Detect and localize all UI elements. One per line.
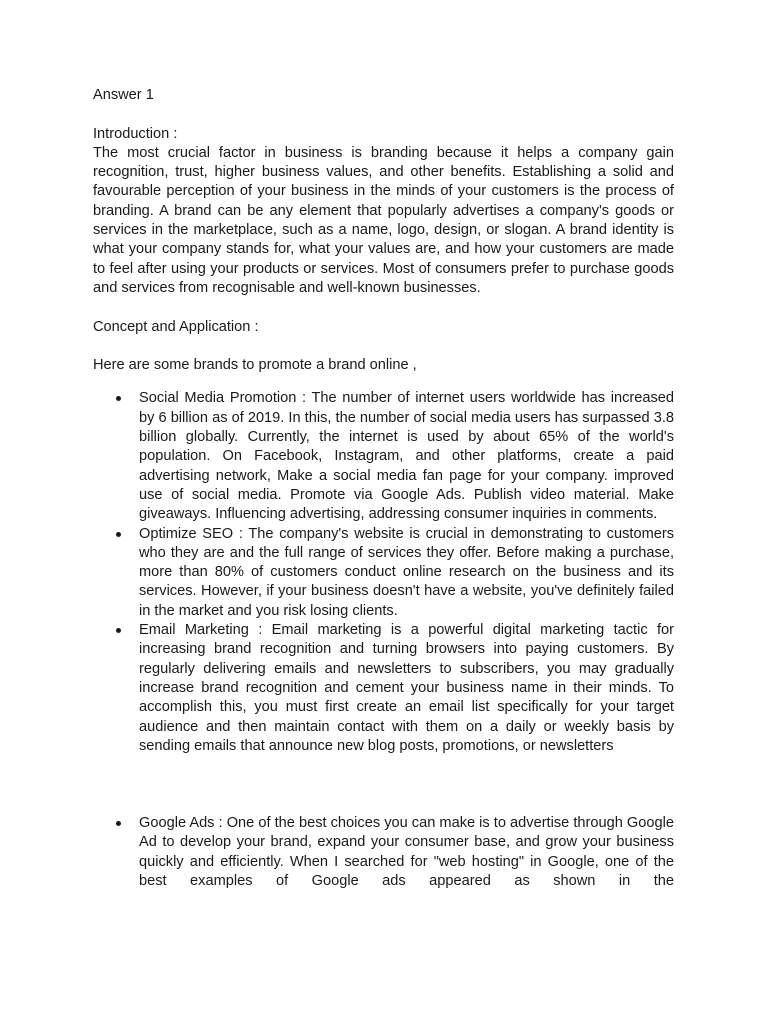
bullet-icon <box>116 628 121 633</box>
promotion-list-continued <box>93 814 674 891</box>
list-item-text: Social Media Promotion : The number of internet users worldwide has increased by 6 billion as of 2019. In this, the number of social media users has surpassed 3.8 billion globally. Currently, the internet is used by about 65% of the world's population. On Facebook, Instagram, and other platforms, create a paid advertising network, Make a social media fan page for your company. improved use of social media. Promote via Google Ads. Publish video material. Make giveaways. Influencing advertising, addressing consumer inquiries in comments. <box>139 390 674 523</box>
promotion-list <box>93 389 674 756</box>
list-item-text: Optimize SEO : The company's website is crucial in demonstrating to customers who they are and the full range of services they offer. Before making a purchase, more than 80% of customers conduct online research on the business and its services. However, if your business doesn't have a website, you've definitely failed in the market and you risk losing clients. <box>139 525 674 619</box>
concept-title: Concept and Application : <box>93 318 259 335</box>
introduction-title: Introduction : <box>93 125 178 142</box>
concept-lead: Here are some brands to promote a brand online , <box>93 357 417 374</box>
list-item-google-ads <box>93 814 674 891</box>
list-item-social-media <box>93 389 674 524</box>
introduction-body: The most crucial factor in business is branding because it helps a company gain recognition, trust, higher business values, and other benefits. Establishing a solid and favourable perception of your business in the minds of your customers is the process of branding. A brand can be any element that popularly advertises a company's goods or services in the marketplace, such as a name, logo, design, or slogan. A brand identity is what your company stands for, what your values are, and how your customers are made to feel after using your products or services. Most of consumers prefer to purchase goods and services from recognisable and well-known businesses. <box>93 144 674 296</box>
list-item-text: Email Marketing : Email marketing is a powerful digital marketing tactic for increasing brand recognition and turning browsers into paying customers. By regularly delivering emails and newsletters to subscribers, you may gradually increase brand recognition and cement your business name in their minds. To accomplish this, you must first create an email list specifically for your target audience and then maintain contact with them on a daily or weekly basis by sending emails that announce new blog posts, promotions, or newsletters <box>139 622 674 754</box>
answer-heading: Answer 1 <box>93 87 154 103</box>
document-page <box>93 86 674 891</box>
list-item-text: Google Ads : One of the best choices you can make is to advertise through Google Ad to develop your brand, expand your consumer base, and grow your business quickly and efficiently. When I searched for "web hosting" in Google, one of the best examples of Google ads appeared as shown in the <box>139 815 674 889</box>
list-item-email-marketing <box>93 621 674 756</box>
bullet-icon <box>116 532 121 537</box>
list-item-seo <box>93 525 674 621</box>
bullet-icon <box>116 821 121 826</box>
bullet-icon <box>116 396 121 401</box>
